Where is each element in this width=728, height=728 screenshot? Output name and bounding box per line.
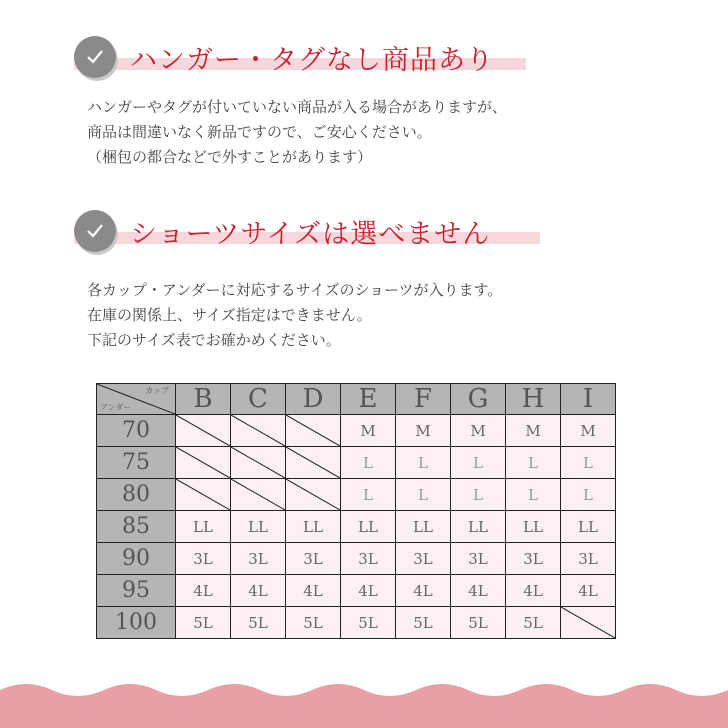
diagonal-slash-icon xyxy=(231,479,285,510)
description-line: 各カップ・アンダーに対応するサイズのショーツが入ります。 xyxy=(87,281,503,299)
description-line: （梱包の都合などで外すことがあります） xyxy=(87,148,373,166)
size-cell: LL xyxy=(231,511,286,543)
size-cell: M xyxy=(506,415,561,447)
size-cell: 5L xyxy=(396,607,451,639)
size-cell: L xyxy=(451,447,506,479)
under-band-header: 85 xyxy=(97,511,176,543)
size-cell: 3L xyxy=(506,543,561,575)
size-cell: M xyxy=(451,415,506,447)
diagonal-slash-icon xyxy=(176,415,230,446)
section-title: ハンガー・タグなし商品あり xyxy=(130,45,494,76)
size-cell: 5L xyxy=(286,607,341,639)
table-row xyxy=(97,447,616,479)
size-cell: 3L xyxy=(286,543,341,575)
cup-header: D xyxy=(286,384,341,415)
size-cell: LL xyxy=(286,511,341,543)
under-band-header: 95 xyxy=(97,575,176,607)
size-cell: 3L xyxy=(231,543,286,575)
size-table xyxy=(96,383,616,639)
size-cell: L xyxy=(506,479,561,511)
size-cell: 4L xyxy=(396,575,451,607)
size-cell: 3L xyxy=(396,543,451,575)
size-cell: L xyxy=(561,479,616,511)
cup-header: I xyxy=(561,384,616,415)
size-cell: 5L xyxy=(341,607,396,639)
size-cell: 4L xyxy=(506,575,561,607)
diagonal-slash-icon xyxy=(286,447,340,478)
description-line: 商品は間違いなく新品ですので、ご安心ください。 xyxy=(87,123,432,141)
diagonal-slash-icon xyxy=(231,415,285,446)
under-band-header: 100 xyxy=(97,607,176,639)
size-cell: 5L xyxy=(451,607,506,639)
cup-header: H xyxy=(506,384,561,415)
size-cell: LL xyxy=(396,511,451,543)
under-band-header: 90 xyxy=(97,543,176,575)
unavailable-cell xyxy=(176,479,231,511)
section-heading-hanger-tag xyxy=(74,36,544,80)
size-cell: L xyxy=(451,479,506,511)
size-cell: LL xyxy=(561,511,616,543)
diagonal-slash-icon xyxy=(231,447,285,478)
table-row xyxy=(97,479,616,511)
check-icon xyxy=(74,210,116,252)
unavailable-cell xyxy=(286,415,341,447)
size-cell: 3L xyxy=(451,543,506,575)
section-description xyxy=(87,95,507,170)
unavailable-cell xyxy=(286,447,341,479)
size-cell: 5L xyxy=(176,607,231,639)
description-line: 在庫の関係上、サイズ指定はできません。 xyxy=(87,306,372,324)
section-description xyxy=(87,278,502,353)
size-cell: M xyxy=(561,415,616,447)
under-band-header: 70 xyxy=(97,415,176,447)
table-row xyxy=(97,511,616,543)
unavailable-cell xyxy=(231,415,286,447)
under-band-header: 80 xyxy=(97,479,176,511)
size-cell: 5L xyxy=(231,607,286,639)
size-cell: L xyxy=(396,447,451,479)
size-cell: L xyxy=(341,479,396,511)
check-icon xyxy=(74,36,116,78)
diagonal-slash-icon xyxy=(176,479,230,510)
size-cell: 4L xyxy=(341,575,396,607)
size-cell: L xyxy=(396,479,451,511)
unavailable-cell xyxy=(231,447,286,479)
size-cell: 4L xyxy=(286,575,341,607)
unavailable-cell xyxy=(286,479,341,511)
cup-header: C xyxy=(231,384,286,415)
size-cell: 3L xyxy=(341,543,396,575)
under-axis-label: アンダー xyxy=(100,403,132,412)
size-cell: 4L xyxy=(231,575,286,607)
table-corner xyxy=(97,384,176,415)
table-row xyxy=(97,543,616,575)
section-heading-shorts-size xyxy=(74,210,544,254)
cup-header: E xyxy=(341,384,396,415)
diagonal-slash-icon xyxy=(286,479,340,510)
unavailable-cell xyxy=(561,607,616,639)
cup-header-row xyxy=(97,384,616,415)
unavailable-cell xyxy=(176,447,231,479)
diagonal-slash-icon xyxy=(561,607,615,638)
size-cell: L xyxy=(561,447,616,479)
cup-axis-label: カップ xyxy=(145,386,169,395)
wave-decoration xyxy=(0,680,728,728)
cup-header: G xyxy=(451,384,506,415)
diagonal-slash-icon xyxy=(176,447,230,478)
cup-header: F xyxy=(396,384,451,415)
description-line: 下記のサイズ表でお確かめください。 xyxy=(87,331,341,349)
size-cell: 3L xyxy=(561,543,616,575)
unavailable-cell xyxy=(231,479,286,511)
size-cell: 4L xyxy=(561,575,616,607)
table-row xyxy=(97,575,616,607)
table-row xyxy=(97,415,616,447)
size-cell: LL xyxy=(341,511,396,543)
size-cell: LL xyxy=(506,511,561,543)
cup-header: B xyxy=(176,384,231,415)
size-cell: 4L xyxy=(451,575,506,607)
description-line: ハンガーやタグが付いていない商品が入る場合がありますが、 xyxy=(87,98,508,116)
size-cell: L xyxy=(341,447,396,479)
size-cell: 4L xyxy=(176,575,231,607)
size-cell: L xyxy=(506,447,561,479)
size-cell: 3L xyxy=(176,543,231,575)
size-cell: LL xyxy=(451,511,506,543)
table-row xyxy=(97,607,616,639)
section-title: ショーツサイズは選べません xyxy=(130,219,491,250)
size-cell: M xyxy=(341,415,396,447)
under-band-header: 75 xyxy=(97,447,176,479)
unavailable-cell xyxy=(176,415,231,447)
diagonal-slash-icon xyxy=(286,415,340,446)
size-cell: LL xyxy=(176,511,231,543)
size-cell: M xyxy=(396,415,451,447)
size-cell: 5L xyxy=(506,607,561,639)
